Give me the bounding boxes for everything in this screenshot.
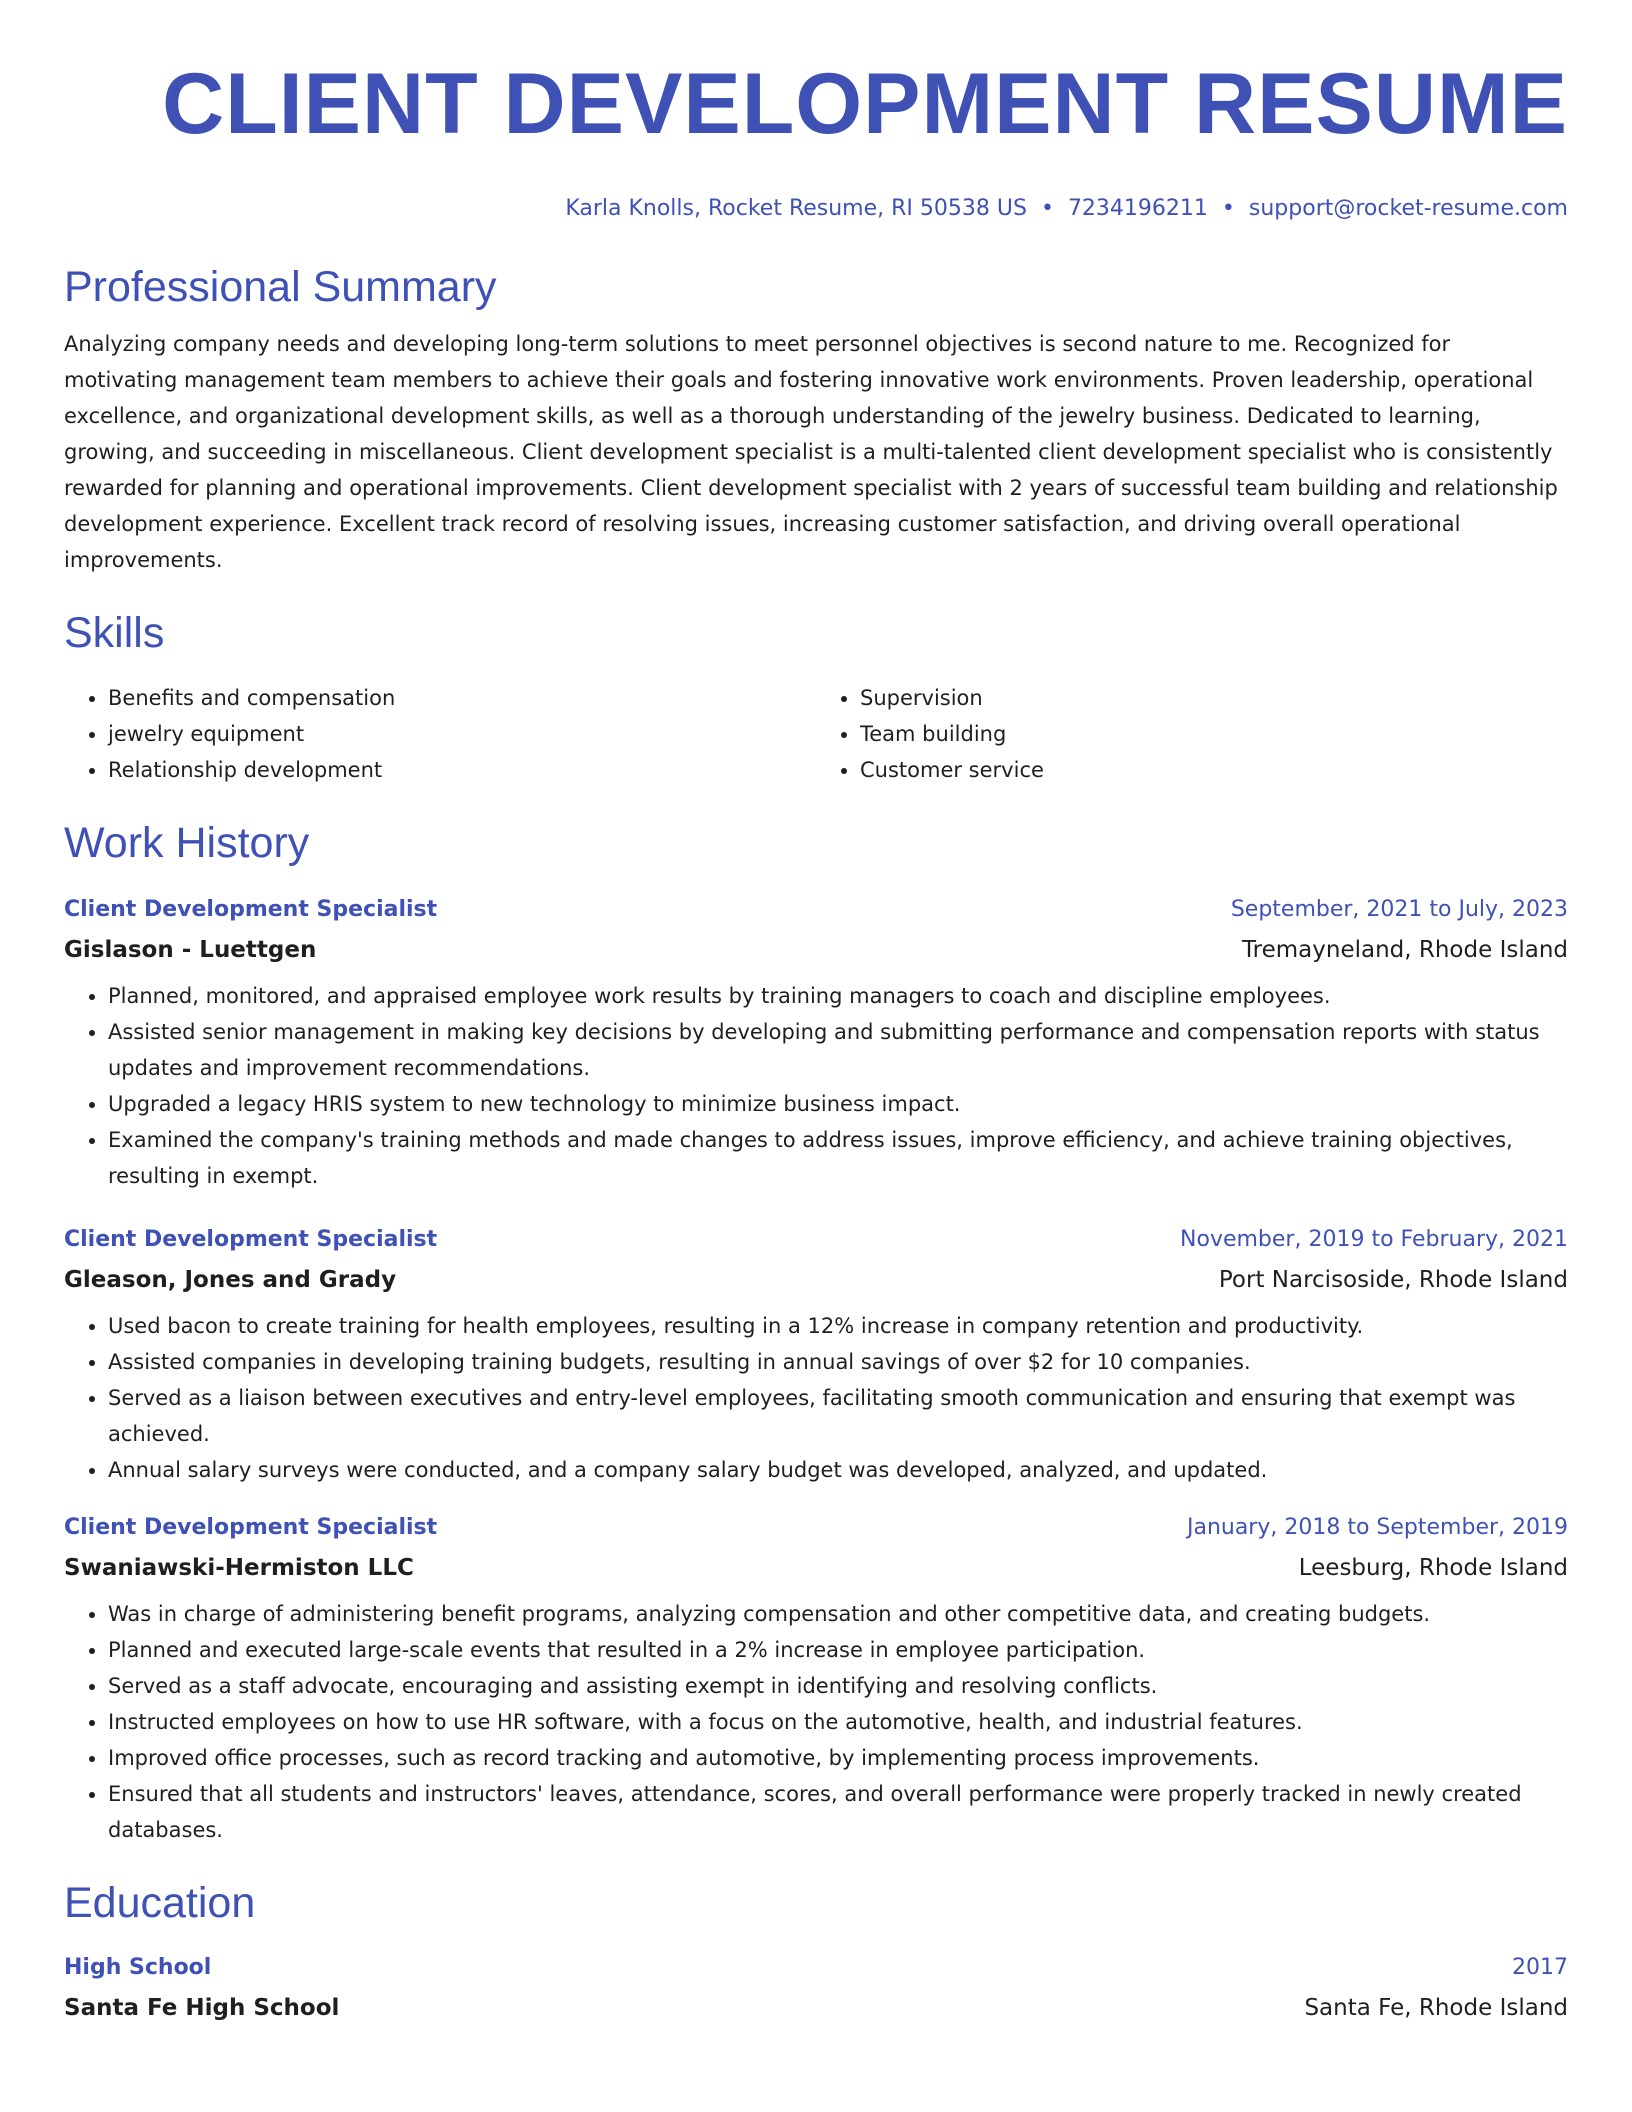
job-bullet: • Served as a liaison between executives and entry-level employees, facilitating smooth communication and ensuring that exempt was achieved. [108, 1380, 1568, 1452]
education-degree: High School [64, 1955, 212, 1980]
job-dates: January, 2018 to September, 2019 [1186, 1515, 1568, 1540]
skill-item: • Benefits and compensation [108, 680, 816, 716]
education-location: Santa Fe, Rhode Island [1304, 1995, 1568, 2021]
skills-column-right [816, 680, 1568, 788]
job-bullet: • Improved office processes, such as record tracking and automotive, by implementing process improvements. [108, 1740, 1568, 1776]
skill-item: • Supervision [860, 680, 1568, 716]
summary-text: Analyzing company needs and developing long-term solutions to meet personnel objectives is second nature to me. Recognized for motivating management team members to achieve their goals and fostering innovative work environments. Proven leadership, operational excellence, and organizational development skills, as well as a thorough understanding of the jewelry business. Dedicated to learning, growing, and succeeding in miscellaneous. Client development specialist is a multi-talented client development specialist who is consistently rewarded for planning and operational improvements. Client development specialist with 2 years of successful team building and relationship development experience. Excellent track record of resolving issues, increasing customer satisfaction, and driving overall operational improvements. [64, 332, 1558, 572]
skill-item: • jewelry equipment [108, 716, 816, 752]
job-bullet: • Annual salary surveys were conducted, and a company salary budget was developed, analyzed, and updated. [108, 1452, 1568, 1488]
contact-email: support@rocket-resume.com [1248, 196, 1568, 221]
job-bullets [64, 1596, 1568, 1848]
contact-separator: • [1221, 196, 1235, 221]
job-entry [64, 890, 1568, 1194]
job-bullet: • Assisted companies in developing training budgets, resulting in annual savings of over $2 for 10 companies. [108, 1344, 1568, 1380]
job-location: Port Narcisoside, Rhode Island [1218, 1267, 1568, 1293]
job-title: Client Development Specialist [64, 1515, 438, 1540]
skill-item: • Team building [860, 716, 1568, 752]
job-bullet: • Ensured that all students and instructors' leaves, attendance, scores, and overall performance were properly tracked in newly created databases. [108, 1776, 1568, 1848]
skills-list [64, 680, 1568, 788]
job-bullet: • Planned and executed large-scale events that resulted in a 2% increase in employee participation. [108, 1632, 1568, 1668]
job-company: Gleason, Jones and Grady [64, 1267, 397, 1293]
job-entry [64, 1508, 1568, 1848]
job-bullet: • Examined the company's training methods and made changes to address issues, improve efficiency, and achieve training objectives, resulting in exempt. [108, 1122, 1568, 1194]
skill-item: • Relationship development [108, 752, 816, 788]
job-bullets [64, 978, 1568, 1194]
job-entry [64, 1220, 1568, 1488]
job-title: Client Development Specialist [64, 1227, 438, 1252]
job-bullet: • Used bacon to create training for health employees, resulting in a 12% increase in company retention and productivity. [108, 1308, 1568, 1344]
skill-item: • Customer service [860, 752, 1568, 788]
job-bullet: • Upgraded a legacy HRIS system to new technology to minimize business impact. [108, 1086, 1568, 1122]
job-location: Leesburg, Rhode Island [1298, 1555, 1568, 1581]
job-bullet: • Instructed employees on how to use HR software, with a focus on the automotive, health, and industrial features. [108, 1704, 1568, 1740]
contact-line [64, 194, 1568, 224]
job-bullets [64, 1308, 1568, 1488]
education-year: 2017 [1512, 1955, 1568, 1980]
job-location: Tremayneland, Rhode Island [1241, 937, 1568, 963]
education-school: Santa Fe High School [64, 1995, 340, 2021]
resume-title: CLIENT DEVELOPMENT RESUME [162, 56, 1568, 152]
job-company: Gislason - Luettgen [64, 937, 317, 963]
work-history-heading: Work History [64, 819, 310, 867]
job-title: Client Development Specialist [64, 897, 438, 922]
job-bullet: • Served as a staff advocate, encouraging and assisting exempt in identifying and resolving conflicts. [108, 1668, 1568, 1704]
contact-separator: • [1040, 196, 1054, 221]
skills-heading: Skills [64, 609, 165, 657]
education-entry [64, 1948, 1568, 2028]
summary-heading: Professional Summary [64, 263, 497, 311]
job-company: Swaniawski-Hermiston LLC [64, 1555, 414, 1581]
contact-address: Karla Knolls, Rocket Resume, RI 50538 US [565, 196, 1027, 221]
contact-phone: 7234196211 [1067, 196, 1208, 221]
job-bullet: • Was in charge of administering benefit programs, analyzing compensation and other competitive data, and creating budgets. [108, 1596, 1568, 1632]
job-bullet: • Assisted senior management in making key decisions by developing and submitting performance and compensation reports with status updates and improvement recommendations. [108, 1014, 1568, 1086]
job-dates: November, 2019 to February, 2021 [1180, 1227, 1568, 1252]
job-dates: September, 2021 to July, 2023 [1230, 897, 1568, 922]
skills-column-left [64, 680, 816, 788]
job-bullet: • Planned, monitored, and appraised employee work results by training managers to coach and discipline employees. [108, 978, 1568, 1014]
education-heading: Education [64, 1879, 256, 1927]
